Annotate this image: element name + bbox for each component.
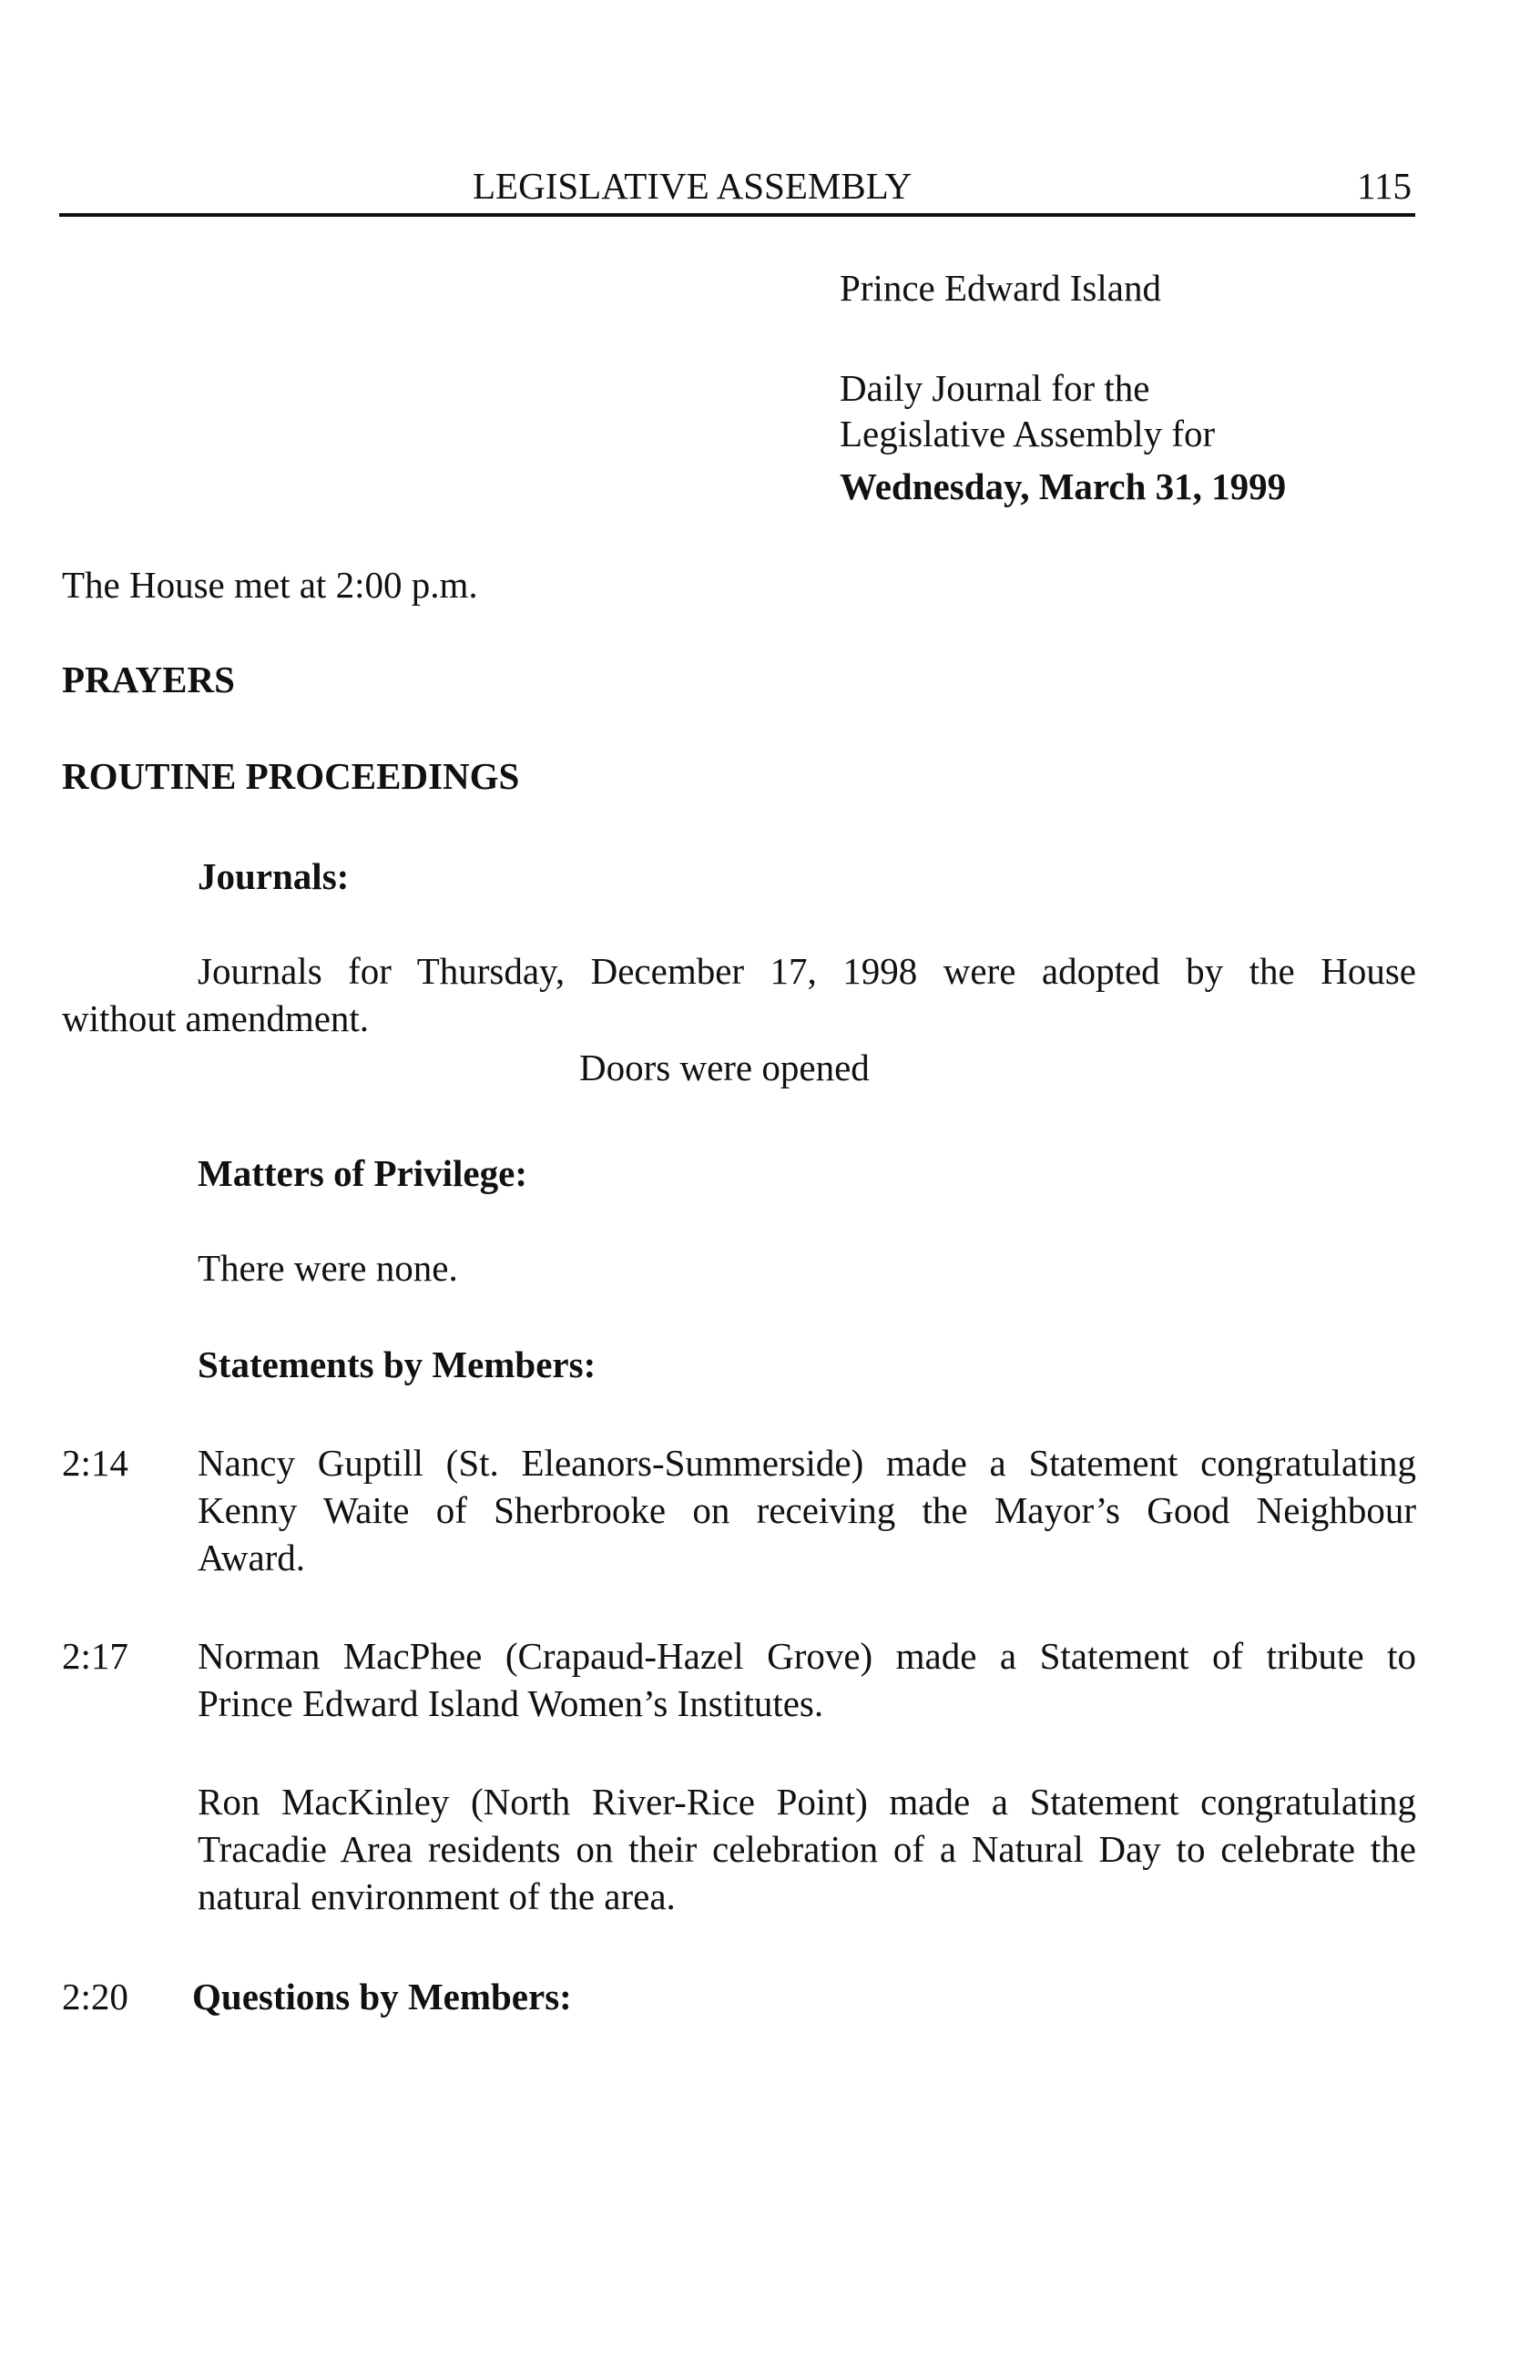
statement-time: 2:14: [62, 1442, 128, 1484]
doors-opened-note: Doors were opened: [579, 1047, 870, 1088]
statement-time: 2:17: [62, 1635, 128, 1677]
routine-proceedings-heading: ROUTINE PROCEEDINGS: [62, 755, 520, 797]
page-header: [59, 162, 1415, 217]
journals-line-2: without amendment.: [62, 997, 370, 1039]
questions-heading: Questions by Members:: [192, 1976, 572, 2017]
statement-line: Norman MacPhee (Crapaud-Hazel Grove) made a Statement of tribute to: [198, 1635, 1416, 1677]
statement-text: [198, 1632, 1416, 1727]
privilege-heading: Matters of Privilege:: [198, 1152, 527, 1194]
journals-paragraph: [62, 947, 1416, 1042]
statements-heading: Statements by Members:: [198, 1343, 597, 1385]
province-name: Prince Edward Island: [840, 267, 1161, 309]
statement-line: natural environment of the area.: [198, 1875, 676, 1917]
statement-text: [198, 1778, 1416, 1920]
opening-statement: The House met at 2:00 p.m.: [62, 564, 478, 606]
prayers-heading: PRAYERS: [62, 659, 235, 700]
statement-line: Prince Edward Island Women’s Institutes.: [198, 1682, 824, 1724]
statement-line: Kenny Waite of Sherbrooke on receiving the Mayor’s Good Neighbour: [198, 1489, 1416, 1531]
journals-line-1: Journals for Thursday, December 17, 1998 were adopted by the House: [198, 950, 1416, 992]
questions-time: 2:20: [62, 1976, 128, 2017]
statement-line: Award.: [198, 1537, 306, 1578]
statement-line: Tracadie Area residents on their celebration of a Natural Day to celebrate the: [198, 1828, 1416, 1870]
journals-heading: Journals:: [198, 855, 350, 897]
privilege-text: There were none.: [198, 1247, 458, 1289]
page-number: 115: [1357, 165, 1412, 207]
statement-line: Nancy Guptill (St. Eleanors-Summerside) made a Statement congratulating: [198, 1442, 1416, 1484]
journal-title-line-1: Daily Journal for the: [840, 367, 1150, 409]
journal-title-line-2: Legislative Assembly for: [840, 413, 1216, 455]
header-title: LEGISLATIVE ASSEMBLY: [473, 165, 913, 207]
statement-line: Ron MacKinley (North River-Rice Point) made a Statement congratulating: [198, 1781, 1416, 1823]
statement-text: [198, 1439, 1416, 1581]
journal-date: Wednesday, March 31, 1999: [840, 465, 1287, 507]
